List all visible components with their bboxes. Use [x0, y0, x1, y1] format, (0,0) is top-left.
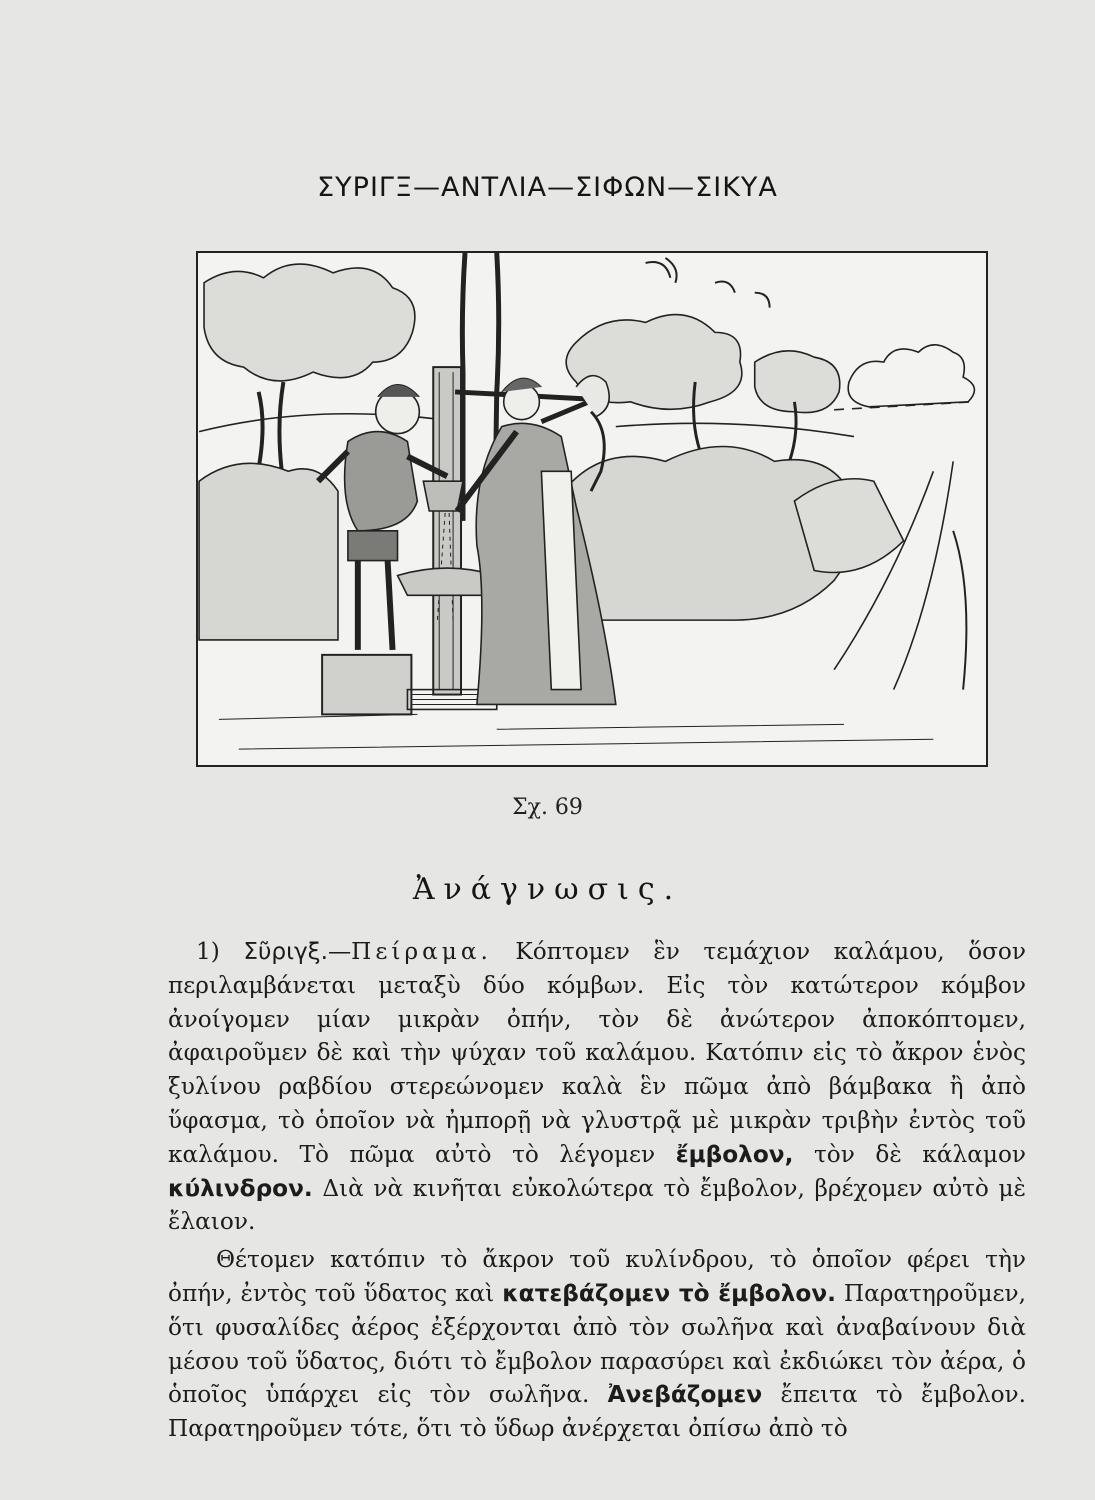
- paragraph-number: 1): [196, 938, 220, 965]
- term-embolon: ἔμβολον,: [675, 1140, 794, 1168]
- term-kylindron: κύλινδρον.: [168, 1174, 313, 1202]
- paragraph-dash: —: [327, 938, 352, 965]
- paragraph-1: [168, 935, 1026, 1239]
- figure-caption: Σχ. 69: [512, 795, 583, 820]
- body-text: [168, 935, 1026, 1446]
- section-title: Ἀνάγνωσις.: [412, 872, 683, 907]
- paragraph-2-text-3: ἔπειτα τὸ ἔμβολον. Παρατηροῦμεν τότε, ὅτι τὸ ὕδωρ ἀνέρχεται ὀπίσω ἀπὸ τὸ: [168, 1381, 1026, 1443]
- paragraph-label: Πείραμα.: [351, 938, 492, 965]
- page-heading: ΣΥΡΙΓΞ—ΑΝΤΛΙΑ—ΣΙΦΩΝ—ΣΙΚΥΑ: [317, 172, 778, 203]
- paragraph-1-text-3: Διὰ νὰ κινῆται εὐκολώτερα τὸ ἔμβολον, βρέχομεν αὐτὸ μὲ ἔλαιον.: [168, 1174, 1026, 1236]
- term-katevazomen: κατεβάζομεν τὸ ἔμβολον.: [502, 1279, 836, 1307]
- paragraph-term: Σῦριγξ.: [243, 938, 328, 965]
- figure-illustration: [196, 251, 988, 767]
- paragraph-1-text-1: Κόπτομεν ἓν τεμάχιον καλάμου, ὅσον περιλαμβάνεται μεταξὺ δύο κόμβων. Εἰς τὸν κατώτερον κόμβον ἀνοίγομεν μίαν μικρὰν ὀπήν, τὸν δὲ ἀνώτερον ἀποκόπτομεν, ἀφαιροῦμεν δὲ καὶ τὴν ψύχαν τοῦ καλάμου. Κατόπιν εἰς τὸ ἄκρον ἑνὸς ξυλίνου ραβδίου στερεώνομεν καλὰ ἓν πῶμα ἀπὸ βάμβακα ἢ ἀπὸ ὕφασμα, τὸ ὁποῖον νὰ ἠμπορῇ νὰ γλυστρᾷ μὲ μικρὰν τριβὴν ἐντὸς τοῦ καλάμου. Τὸ πῶμα αὐτὸ τὸ λέγομεν: [168, 938, 1026, 1168]
- paragraph-2-text-2: Παρατηροῦμεν, ὅτι φυσαλίδες ἀέρος ἐξέρχονται ἀπὸ τὸν σωλῆνα καὶ ἀναβαίνουν διὰ μέσου τοῦ ὕδατος, διότι τὸ ἔμβολον παρασύρει καὶ ἐκδιώκει τὸν ἀέρα, ὁ ὁποῖος ὑπάρχει εἰς τὸν σωλῆνα.: [168, 1279, 1027, 1409]
- paragraph-2-text-1: Θέτομεν κατόπιν τὸ ἄκρον τοῦ κυλίνδρου, τὸ ὁποῖον φέρει τὴν ὀπήν, ἐντὸς τοῦ ὕδατος καὶ: [168, 1246, 1026, 1307]
- paragraph-1-text-2: τὸν δὲ κάλαμον: [793, 1140, 1026, 1168]
- paragraph-2: [168, 1243, 1026, 1446]
- pump-scene-illustration: [198, 253, 986, 765]
- term-anevazomen: Ἀνεβάζομεν: [607, 1381, 763, 1409]
